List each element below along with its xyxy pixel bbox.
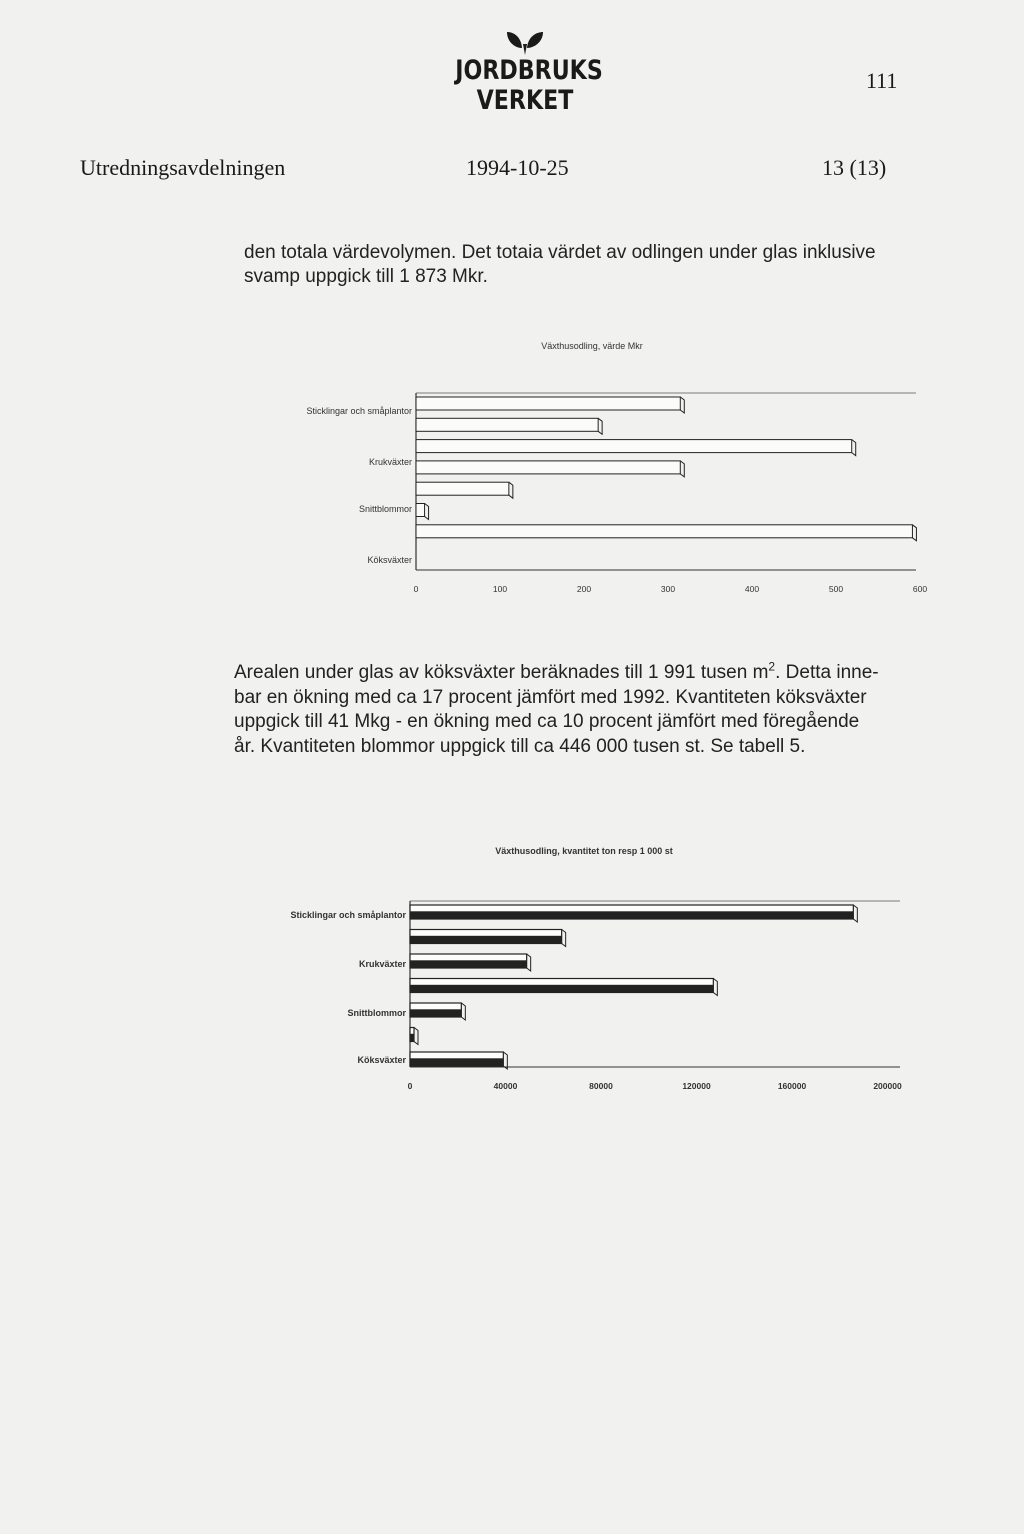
chart-category-label: Sticklingar och småplantor [290,910,406,920]
chart-bar-cap [461,1003,465,1020]
chart-bar-shade [410,1009,461,1017]
superscript: 2 [768,659,776,674]
chart-category-label: Köksväxter [367,555,412,565]
chart-category-label: Krukväxter [358,959,406,969]
chart-title: Växthusodling, kvantitet ton resp 1 000 st [495,846,673,856]
paragraph-line: svamp uppgick till 1 873 Mkr. [244,266,488,287]
chart-tick-label: 0 [413,584,419,594]
paragraph-line: år. Kvantiteten blommor uppgick till ca 446 000 tusen st. Se tabell 5. [234,735,806,757]
chart-bar-cap [414,1028,418,1045]
chart-tick-label: 160000 [777,1081,807,1091]
chart-bar-shade [410,985,713,993]
paragraph-line: bar en ökning med ca 17 procent jämfört med 1992. Kvantiteten köksväxter [234,686,867,708]
chart-category-label: Snittblommor [358,504,412,514]
chart-bar-cap [503,1052,507,1069]
paragraph-line: den totala värdevolymen. Det totaia värdet av odlingen under glas inklusive [244,242,876,263]
chart-tick-label: 500 [828,584,844,594]
chart-title: Växthusodling, värde Mkr [541,341,643,351]
document-date: 1994-10-25 [466,155,569,180]
chart-bar-shade [410,1034,414,1042]
department-name: Utredningsavdelningen [80,155,286,180]
page-number: 111 [866,68,898,93]
logo-text-line1: JORDBRUKS [455,55,603,86]
chart-tick-label: 600 [912,584,928,594]
chart-bar-shade [410,936,562,944]
paragraph-line: uppgick till 41 Mkg - en ökning med ca 10 procent jämfört med föregående [234,711,860,733]
chart-bar-shade [410,1058,503,1066]
chart-tick-label: 40000 [493,1081,518,1091]
chart-category-label: Sticklingar och småplantor [306,406,412,416]
chart-tick-label: 200 [576,584,592,594]
chart-bar-shade [410,911,853,919]
chart-tick-label: 400 [744,584,760,594]
logo-text-line2: VERKET [476,85,574,116]
page-count: 13 (13) [822,155,887,180]
chart-tick-label: 0 [407,1081,413,1091]
paragraph-line: Arealen under glas av köksväxter beräknades till 1 991 tusen $m^2$. Detta inne- [234,659,879,683]
chart-category-label: Köksväxter [357,1055,406,1065]
chart-category-label: Krukväxter [368,457,412,467]
chart-tick-label: 100 [492,584,508,594]
chart-tick-label: 200000 [873,1081,902,1091]
chart-category-label: Snittblommor [347,1008,406,1018]
chart-tick-label: 120000 [682,1081,711,1091]
chart-bar-shade [410,960,527,968]
chart-tick-label: 80000 [589,1081,613,1091]
chart-tick-label: 300 [660,584,676,594]
